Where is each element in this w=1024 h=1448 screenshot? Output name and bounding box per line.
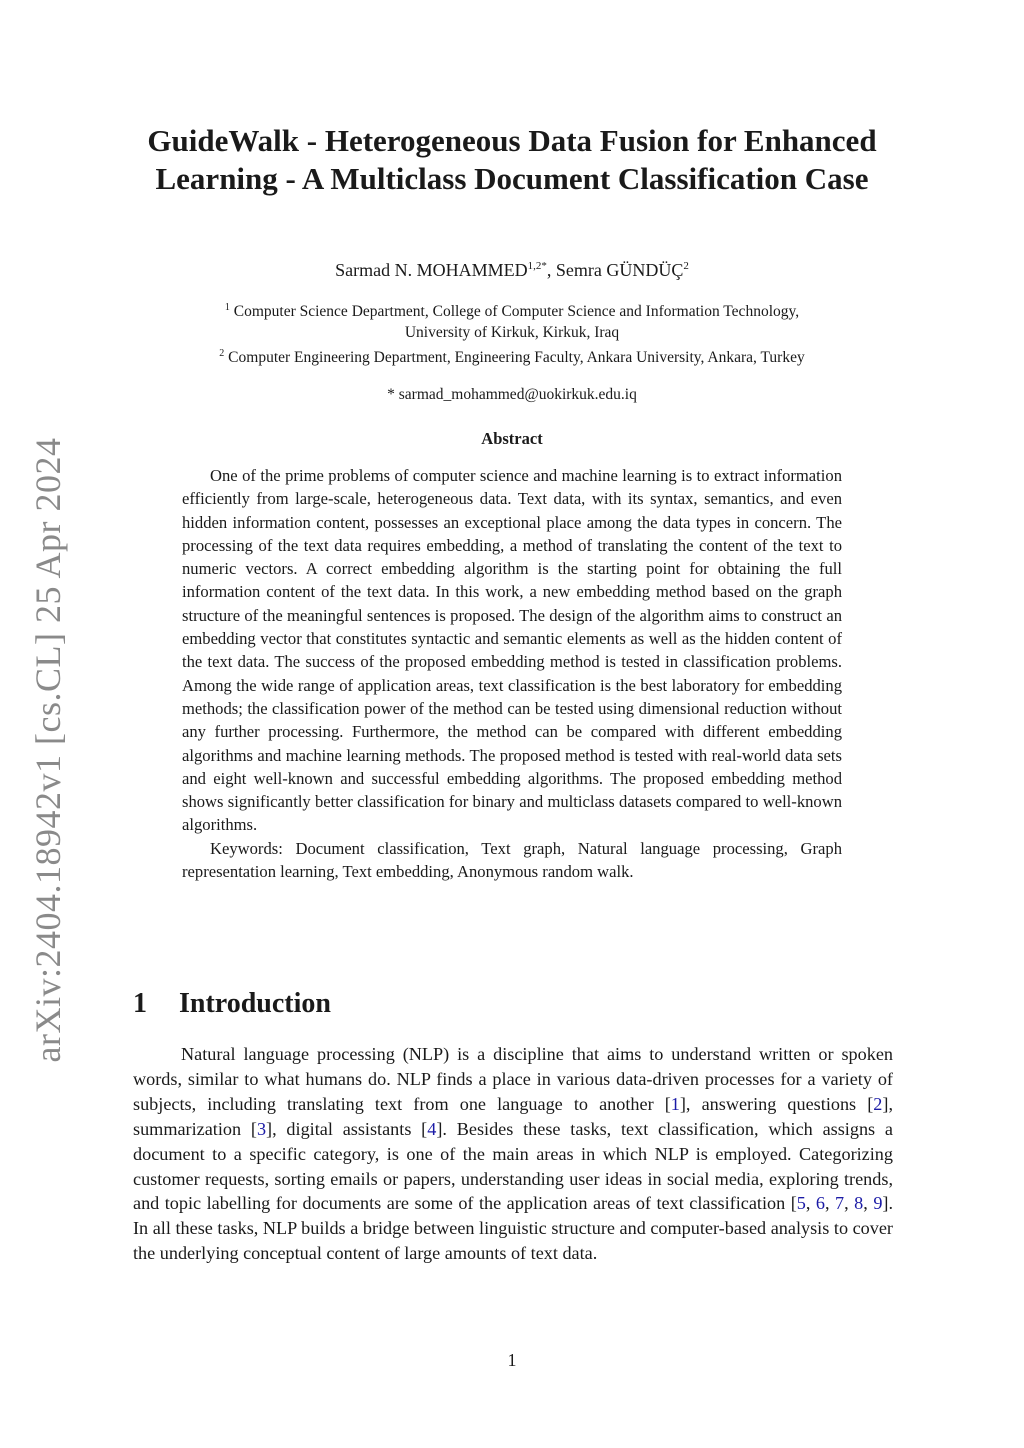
affiliation-line	[120, 297, 904, 322]
body-text: ], answering questions [	[679, 1093, 874, 1114]
citation-link[interactable]: 8	[854, 1193, 864, 1214]
author-name: Semra GÜNDÜÇ	[555, 260, 684, 280]
author-separator: ,	[546, 260, 556, 280]
paper-title: GuideWalk - Heterogeneous Data Fusion for Enhanced Learning - A Multiclass Document Classification Case	[147, 123, 877, 196]
affiliation-marker: 1	[224, 302, 230, 313]
citation-link[interactable]: 5	[796, 1193, 806, 1214]
corresponding-email[interactable]: * sarmad_mohammed@uokirkuk.edu.iq	[387, 386, 637, 403]
affiliations	[120, 297, 904, 368]
citation-link[interactable]: 6	[815, 1193, 825, 1214]
author-affiliation-marker: 1,2*	[527, 260, 547, 272]
body-text: ], summarization [	[133, 1093, 893, 1139]
author-name: Sarmad N. MOHAMMED	[335, 260, 528, 280]
citation-link[interactable]: 1	[670, 1093, 680, 1114]
arxiv-identifier-stamp[interactable]: arXiv:2404.18942v1 [cs.CL] 25 Apr 2024	[28, 437, 68, 1063]
author-line	[140, 254, 884, 282]
body-text: ], digital assistants [	[266, 1118, 428, 1139]
affiliation-line	[120, 343, 904, 368]
abstract-heading: Abstract	[481, 429, 543, 448]
introduction-body	[133, 1042, 893, 1266]
affiliation-text: Computer Engineering Department, Engineering Faculty, Ankara University, Ankara, Turkey	[228, 349, 805, 367]
body-text: ]. Besides these tasks, text classification, which assigns a document to a specific category, is one of the main areas in which NLP is employed. Categorizing customer requests, sorting emails or papers, understanding user ideas in social media, exploring trends, and topic labelling for documents are some of the application areas of text classification [	[133, 1118, 893, 1214]
body-text: ,	[805, 1193, 816, 1214]
section-title: Introduction	[179, 988, 331, 1019]
affiliation-text: University of Kirkuk, Kirkuk, Iraq	[404, 324, 620, 342]
citation-link[interactable]: 4	[427, 1118, 437, 1139]
body-text: ]. In all these tasks, NLP builds a bridge between linguistic structure and computer-based analysis to cover the underlying conceptual content of large amounts of text data.	[133, 1193, 894, 1264]
section-heading-introduction	[133, 988, 331, 1020]
abstract-body	[182, 464, 842, 883]
affiliation-text: Computer Science Department, College of Computer Science and Information Technology,	[233, 303, 800, 321]
affiliation-marker: 2	[219, 348, 225, 360]
keywords-paragraph: Keywords: Document classification, Text graph, Natural language processing, Graph representation learning, Text embedding, Anonymous random walk.	[182, 838, 842, 882]
body-text: ,	[863, 1193, 874, 1214]
body-text: ,	[844, 1193, 855, 1214]
body-text: ,	[824, 1193, 836, 1214]
section-number: 1	[133, 988, 147, 1019]
page-number: 1	[507, 1350, 517, 1370]
author-affiliation-marker: 2	[683, 260, 689, 272]
body-text: Natural language processing (NLP) is a discipline that aims to understand written or spoken words, similar to what humans do. NLP finds a place in various data-driven processes for a variety of subjects, including translating text from one language to another [	[133, 1044, 893, 1114]
citation-link[interactable]: 2	[873, 1093, 883, 1114]
abstract-paragraph: One of the prime problems of computer science and machine learning is to extract information efficiently from large-scale, heterogeneous data. Text data, with its syntax, semantics, and even hidden information content, possesses an exceptional place among the data types in concern. The processing of the text data requires embedding, a method of translating the content of the text to numeric vectors. A correct embedding algorithm is the starting point for obtaining the full information content of the text data. In this work, a new embedding method based on the graph structure of the meaningful sentences is proposed. The design of the algorithm aims to construct an embedding vector that constitutes syntactic and semantic elements as well as the hidden content of the text data. The success of the proposed embedding method is tested in classification problems. Among the wide range of application areas, text classification is the best laboratory for embedding methods; the classification power of the method can be tested using dimensional reduction without any further processing. Furthermore, the method can be compared with different embedding algorithms and machine learning methods. The proposed method is tested with real-world data sets and eight well-known and successful embedding algorithms. The proposed embedding method shows significantly better classification for binary and multiclass datasets compared to well-known algorithms.	[182, 466, 842, 835]
citation-link[interactable]: 9	[873, 1193, 883, 1214]
affiliation-line	[120, 322, 904, 343]
citation-link[interactable]: 3	[256, 1118, 267, 1139]
introduction-paragraph	[133, 1042, 893, 1266]
citation-link[interactable]: 7	[835, 1193, 845, 1214]
